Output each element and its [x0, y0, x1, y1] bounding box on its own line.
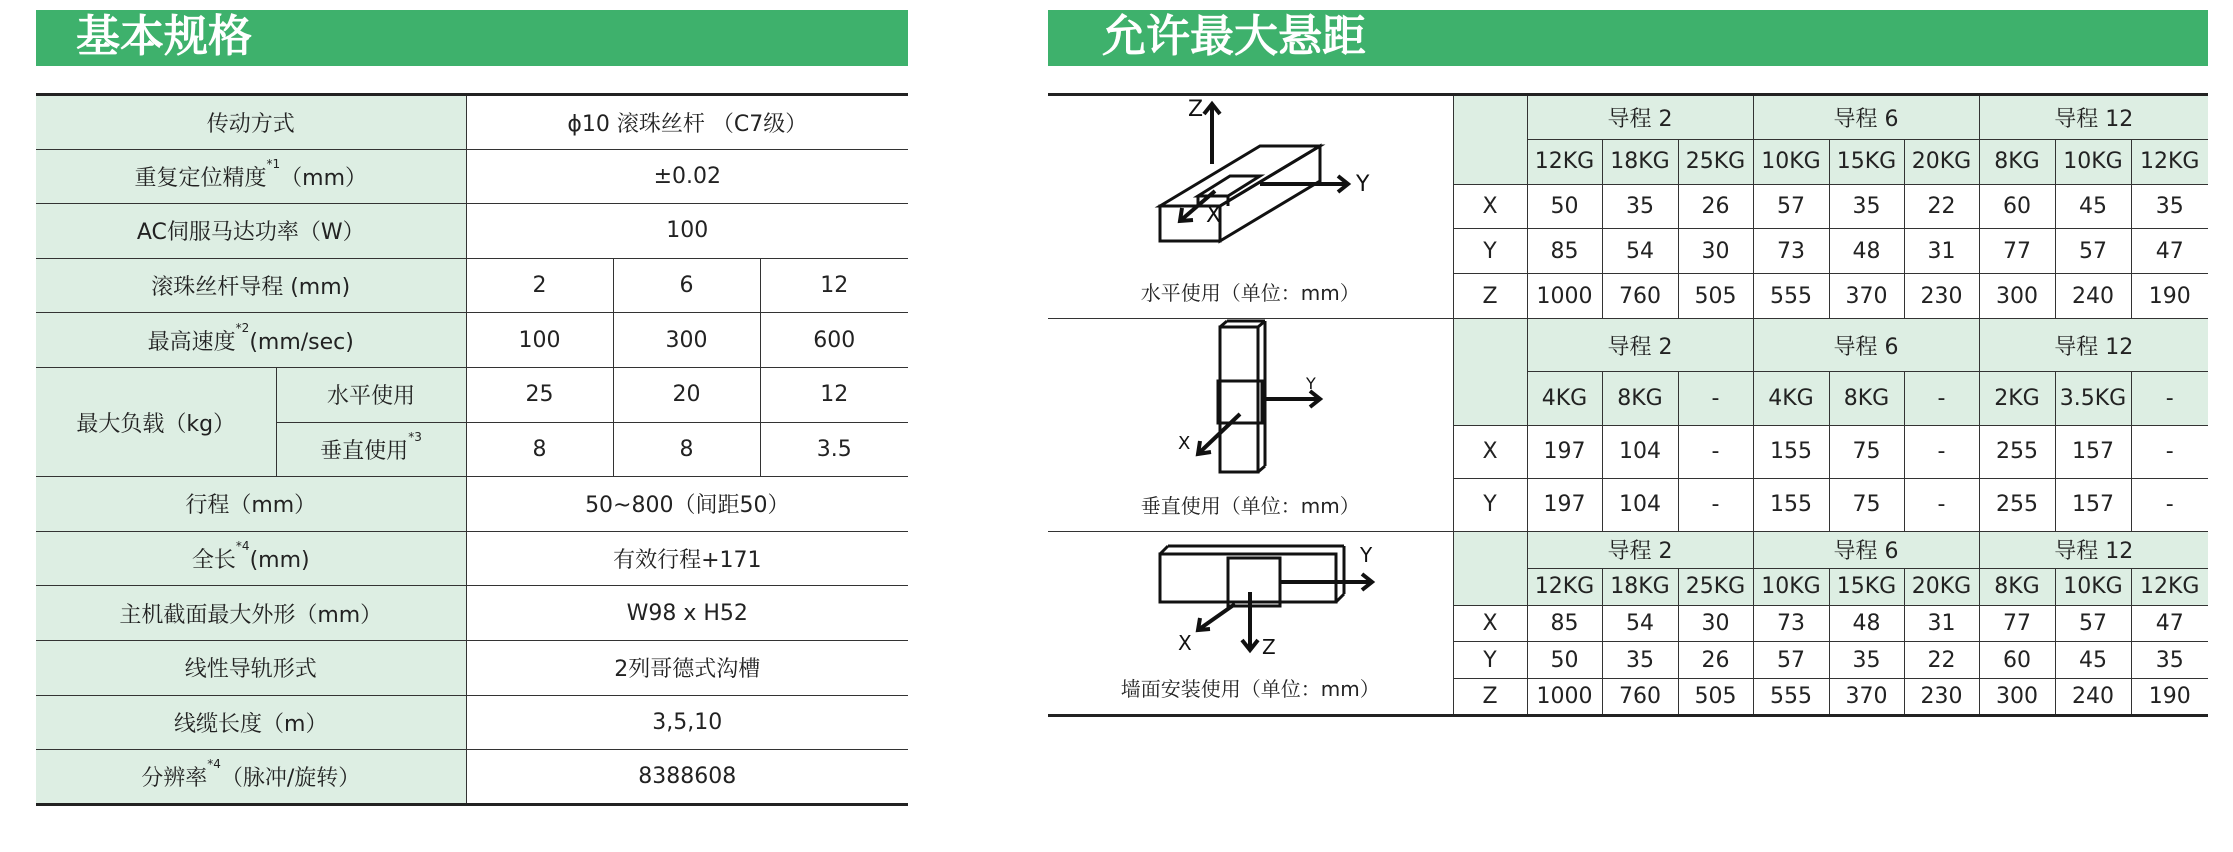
table-row [36, 750, 908, 805]
value-cell: 230 [1904, 274, 1979, 319]
value-cell: 35 [1829, 184, 1904, 229]
load-header: 10KG [1753, 568, 1829, 605]
axis-cell: Y [1453, 642, 1527, 679]
value-cell: - [2131, 425, 2208, 478]
table-row [36, 586, 908, 641]
lead-header: 导程 12 [1979, 319, 2208, 372]
load-header: 15KG [1829, 568, 1904, 605]
lead-header: 导程 2 [1527, 319, 1753, 372]
axis-header [1453, 319, 1527, 426]
value-cell: - [1904, 478, 1979, 531]
spec-value: 25 [466, 367, 613, 422]
load-header: 10KG [2055, 139, 2131, 184]
value-cell: 760 [1602, 679, 1678, 716]
value-cell: 57 [2055, 605, 2131, 642]
table-row [1048, 95, 2208, 140]
value-cell: 54 [1602, 229, 1678, 274]
table-row [36, 640, 908, 695]
vertical-mount-diagram [1140, 319, 1360, 484]
load-header: 10KG [2055, 568, 2131, 605]
value-cell: 30 [1678, 229, 1753, 274]
axis-cell: Y [1453, 229, 1527, 274]
table-row [36, 149, 908, 204]
spec-value: 100 [466, 204, 908, 259]
load-header: 15KG [1829, 139, 1904, 184]
load-header: 8KG [1979, 568, 2055, 605]
value-cell: 47 [2131, 605, 2208, 642]
value-cell: 77 [1979, 605, 2055, 642]
load-header: 12KG [1527, 568, 1602, 605]
spec-value: 6 [613, 258, 760, 313]
spec-value: 50~800（间距50） [466, 477, 908, 532]
table-row [36, 477, 908, 532]
value-cell: 73 [1753, 229, 1829, 274]
spec-value: 2列哥德式沟槽 [466, 640, 908, 695]
value-cell: 104 [1602, 478, 1678, 531]
value-cell: 555 [1753, 679, 1829, 716]
spec-sublabel: 垂直使用$^{*3}$ [276, 422, 466, 477]
axis-x-label: X [1178, 433, 1191, 454]
axis-y-label: Y [1356, 172, 1370, 197]
lead-header: 导程 2 [1527, 95, 1753, 140]
horizontal-mount-diagram [1120, 96, 1380, 271]
axis-cell: X [1453, 184, 1527, 229]
lead-header: 导程 6 [1753, 532, 1979, 569]
spec-value: 12 [760, 258, 908, 313]
wall-illustration [1048, 532, 1453, 716]
load-header: 25KG [1678, 568, 1753, 605]
spec-label: 线缆长度（m） [36, 695, 466, 750]
value-cell: 22 [1904, 642, 1979, 679]
axis-y-label: Y [1306, 374, 1317, 393]
spec-label: AC伺服马达功率（W） [36, 204, 466, 259]
axis-cell: Z [1453, 274, 1527, 319]
value-cell: 1000 [1527, 679, 1602, 716]
load-header: 8KG [1602, 372, 1678, 425]
load-header: 18KG [1602, 139, 1678, 184]
value-cell: 85 [1527, 605, 1602, 642]
load-header: 12KG [1527, 139, 1602, 184]
spec-label: 最高速度$^{*2}$(mm/sec) [36, 313, 466, 368]
value-cell: 77 [1979, 229, 2055, 274]
load-header: 18KG [1602, 568, 1678, 605]
value-cell: 45 [2055, 642, 2131, 679]
spec-value: 2 [466, 258, 613, 313]
value-cell: - [1678, 425, 1753, 478]
value-cell: 48 [1829, 605, 1904, 642]
value-cell: 60 [1979, 184, 2055, 229]
spec-sublabel: 水平使用 [276, 367, 466, 422]
spec-label: 最大负载（kg） [36, 367, 276, 476]
value-cell: 31 [1904, 229, 1979, 274]
horizontal-illustration [1048, 95, 1453, 319]
value-cell: 35 [1829, 642, 1904, 679]
vertical-illustration [1048, 319, 1453, 532]
value-cell: 31 [1904, 605, 1979, 642]
value-cell: 73 [1753, 605, 1829, 642]
value-cell: 57 [1753, 184, 1829, 229]
value-cell: 555 [1753, 274, 1829, 319]
value-cell: 47 [2131, 229, 2208, 274]
value-cell: 300 [1979, 274, 2055, 319]
spec-value: 300 [613, 313, 760, 368]
value-cell: 75 [1829, 478, 1904, 531]
value-cell: 240 [2055, 274, 2131, 319]
value-cell: 45 [2055, 184, 2131, 229]
table-row [36, 695, 908, 750]
value-cell: 57 [2055, 229, 2131, 274]
value-cell: 22 [1904, 184, 1979, 229]
value-cell: 760 [1602, 274, 1678, 319]
value-cell: 505 [1678, 679, 1753, 716]
value-cell: 370 [1829, 274, 1904, 319]
value-cell: 240 [2055, 679, 2131, 716]
spec-value: ϕ10 滚珠丝杆 （C7级） [466, 95, 908, 150]
wall-mount-diagram [1120, 532, 1380, 667]
value-cell: 157 [2055, 425, 2131, 478]
value-cell: 230 [1904, 679, 1979, 716]
table-row [36, 258, 908, 313]
spec-value: 有效行程+171 [466, 531, 908, 586]
table-row [36, 367, 908, 422]
table-row [36, 313, 908, 368]
axis-header [1453, 532, 1527, 606]
value-cell: 50 [1527, 184, 1602, 229]
axis-y-label: Y [1360, 543, 1373, 567]
value-cell: 26 [1678, 642, 1753, 679]
value-cell: 255 [1979, 425, 2055, 478]
value-cell: 1000 [1527, 274, 1602, 319]
load-header: 4KG [1527, 372, 1602, 425]
value-cell: 50 [1527, 642, 1602, 679]
value-cell: 197 [1527, 478, 1602, 531]
load-header: 3.5KG [2055, 372, 2131, 425]
value-cell: 54 [1602, 605, 1678, 642]
value-cell: 155 [1753, 478, 1829, 531]
spec-label: 线性导轨形式 [36, 640, 466, 695]
value-cell: 35 [1602, 642, 1678, 679]
value-cell: 190 [2131, 679, 2208, 716]
lead-header: 导程 6 [1753, 95, 1979, 140]
table-row [1048, 532, 2208, 569]
value-cell: 255 [1979, 478, 2055, 531]
spec-value: 12 [760, 367, 908, 422]
value-cell: 155 [1753, 425, 1829, 478]
vertical-caption: 垂直使用（单位：mm） [1140, 494, 1360, 518]
spec-label: 重复定位精度$^{*1}$（mm） [36, 149, 466, 204]
horizontal-caption: 水平使用（单位：mm） [1140, 281, 1360, 305]
value-cell: - [2131, 478, 2208, 531]
value-cell: 85 [1527, 229, 1602, 274]
load-header: 8KG [1979, 139, 2055, 184]
spec-value: 100 [466, 313, 613, 368]
load-header: 8KG [1829, 372, 1904, 425]
value-cell: 300 [1979, 679, 2055, 716]
spec-label: 滚珠丝杆导程 (mm) [36, 258, 466, 313]
load-header: - [1678, 372, 1753, 425]
axis-cell: Z [1453, 679, 1527, 716]
table-row [36, 531, 908, 586]
spec-value: 8 [466, 422, 613, 477]
load-header: 20KG [1904, 139, 1979, 184]
spec-label: 传动方式 [36, 95, 466, 150]
value-cell: 370 [1829, 679, 1904, 716]
spec-value: 3.5 [760, 422, 908, 477]
value-cell: 48 [1829, 229, 1904, 274]
spec-value: 20 [613, 367, 760, 422]
value-cell: 190 [2131, 274, 2208, 319]
load-header: 2KG [1979, 372, 2055, 425]
load-header: 12KG [2131, 139, 2208, 184]
axis-cell: X [1453, 425, 1527, 478]
spec-label: 主机截面最大外形（mm） [36, 586, 466, 641]
spec-value: W98 x H52 [466, 586, 908, 641]
load-header: 25KG [1678, 139, 1753, 184]
spec-label: 分辨率$^{*4}$（脉冲/旋转） [36, 750, 466, 805]
value-cell: 505 [1678, 274, 1753, 319]
axis-z-label: Z [1188, 97, 1204, 122]
lead-header: 导程 12 [1979, 532, 2208, 569]
value-cell: 157 [2055, 478, 2131, 531]
wall-caption: 墙面安装使用（单位：mm） [1120, 677, 1380, 701]
spec-value: 8 [613, 422, 760, 477]
value-cell: 35 [1602, 184, 1678, 229]
load-header: 12KG [2131, 568, 2208, 605]
lead-header: 导程 2 [1527, 532, 1753, 569]
lead-header: 导程 6 [1753, 319, 1979, 372]
axis-header [1453, 95, 1527, 185]
spec-table [36, 93, 908, 806]
value-cell: 57 [1753, 642, 1829, 679]
spec-title: 基本规格 [36, 10, 908, 66]
value-cell: 60 [1979, 642, 2055, 679]
spec-value: 3,5,10 [466, 695, 908, 750]
load-header: - [1904, 372, 1979, 425]
value-cell: 104 [1602, 425, 1678, 478]
axis-x-label: X [1178, 631, 1192, 655]
value-cell: - [1678, 478, 1753, 531]
value-cell: 26 [1678, 184, 1753, 229]
spec-value: ±0.02 [466, 149, 908, 204]
load-header: 10KG [1753, 139, 1829, 184]
value-cell: 75 [1829, 425, 1904, 478]
value-cell: 35 [2131, 184, 2208, 229]
spec-value: 600 [760, 313, 908, 368]
value-cell: - [1904, 425, 1979, 478]
overhang-title: 允许最大悬距 [1048, 10, 2208, 66]
axis-cell: X [1453, 605, 1527, 642]
load-header: - [2131, 372, 2208, 425]
load-header: 20KG [1904, 568, 1979, 605]
axis-cell: Y [1453, 478, 1527, 531]
table-row [36, 95, 908, 150]
spec-label: 行程（mm） [36, 477, 466, 532]
axis-z-label: Z [1262, 635, 1276, 659]
value-cell: 197 [1527, 425, 1602, 478]
table-row [1048, 319, 2208, 372]
overhang-table [1048, 93, 2208, 717]
value-cell: 35 [2131, 642, 2208, 679]
spec-label: 全长$^{*4}$(mm) [36, 531, 466, 586]
spec-value: 8388608 [466, 750, 908, 805]
value-cell: 30 [1678, 605, 1753, 642]
table-row [36, 204, 908, 259]
load-header: 4KG [1753, 372, 1829, 425]
axis-x-label: X [1206, 203, 1222, 228]
lead-header: 导程 12 [1979, 95, 2208, 140]
